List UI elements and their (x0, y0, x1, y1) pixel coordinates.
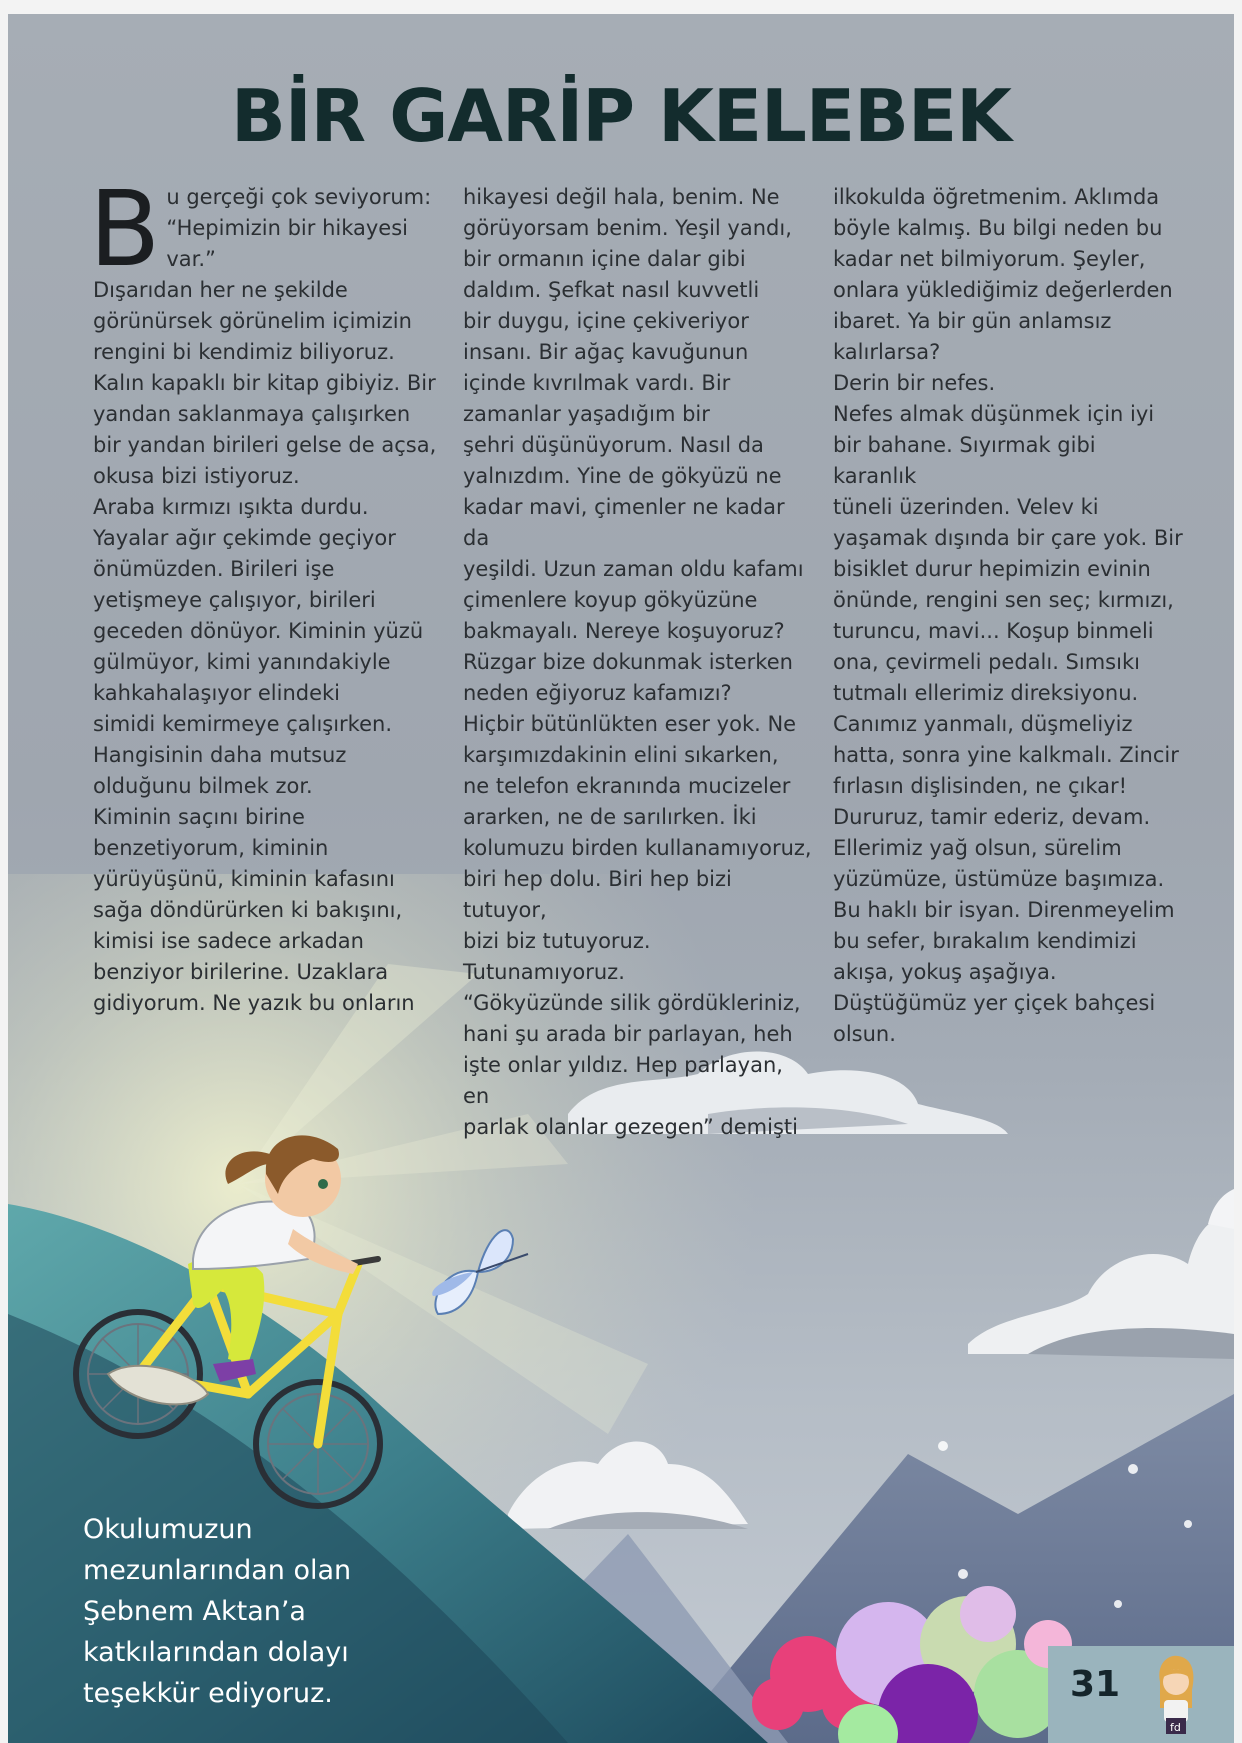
column-1-body: Dışarıdan her ne şekilde görünürsek görünelim içimizin rengini bi kendimiz biliyoruz. Kalın kapaklı bir kitap gibiyiz. Bir yandan saklanmaya çalışırken bir yandan birileri gelse de açsa, okusa bizi istiyoruz. Araba kırmızı ışıkta durdu. Yayalar ağır çekimde geçiyor önümüzden. Birileri işe yetişmeye çalışıyor, birileri geceden dönüyor. Kiminin yüzü gülmüyor, kimi yanındakiyle kahkahalaşıyor elindeki simidi kemirmeye çalışırken. Hangisinin daha mutsuz olduğunu bilmek zor. Kiminin saçını birine benzetiyorum, kiminin yürüyüşünü, kiminin kafasını sağa döndürürken ki bakışını, kimisi ise sadece arkadan benziyor birilerine. Uzaklara gidiyorum. Ne yazık bu onların (93, 278, 437, 1015)
text-column-3: ilkokulda öğretmenim. Aklımda böyle kalmış. Bu bilgi neden bu kadar net bilmiyorum. Şeyler, onlara yüklediğimiz değerlerden ibaret. Ya bir gün anlamsız kalırlarsa? Derin bir nefes. Nefes almak düşünmek için iyi bir bahane. Sıyırmak gibi karanlık tüneli üzerinden. Velev ki yaşamak dışında bir çare yok. Bir bisiklet durur hepimizin evinin önünde, rengini sen seç; kırmızı, turuncu, mavi... Koşup binmeli ona, çevirmeli pedalı. Sımsıkı tutmalı ellerimiz direksiyonu. Canımız yanmalı, düşmeliyiz hatta, sonra yine kalkmalı. Zincir fırlasın dişlisinden, ne çıkar! Dururuz, tamir ederiz, devam. Ellerimiz yağ olsun, sürelim yüzümüze, üstümüze başımıza. Bu haklı bir isyan. Direnmeyelim bu sefer, bırakalım kendimizi akışa, yokuş aşağıya. Düştüğümüz yer çiçek bahçesi olsun. (833, 185, 1183, 1046)
thanks-note: Okulumuzun mezunlarından olan Şebnem Aktan’a katkılarından dolayı teşekkür ediyoruz. (83, 1514, 352, 1709)
drop-cap: B (89, 168, 161, 290)
column-1-opening: u gerçeği çok seviyorum: “Hepimizin bir hikayesi var.” (166, 185, 432, 271)
page-number: 31 (1070, 1664, 1121, 1705)
page-number-box (1048, 1646, 1234, 1743)
girl-mascot-icon (1148, 1652, 1204, 1736)
text-column-1 (89, 168, 443, 1019)
article-title: BİR GARİP KELEBEK (231, 74, 1011, 158)
text-column-2: hikayesi değil hala, benim. Ne görüyorsam benim. Yeşil yandı, bir ormanın içine dalar gibi daldım. Şefkat nasıl kuvvetli bir duygu, içine çekiveriyor insanı. Bir ağaç kavuğunun içinde kıvrılmak vardı. Bir zamanlar yaşadığım bir şehri düşünüyorum. Nasıl da yalnızdım. Yine de gökyüzü ne kadar mavi, çimenler ne kadar da yeşildi. Uzun zaman oldu kafamı çimenlere koyup gökyüzüne bakmayalı. Nereye koşuyoruz? Rüzgar bize dokunmak isterken neden eğiyoruz kafamızı? Hiçbir bütünlükten eser yok. Ne karşımızdakinin elini sıkarken, ne telefon ekranında mucizeler ararken, ne de sarılırken. İki kolumuzu birden kullanamıyoruz, biri hep dolu. Biri hep bizi tutuyor, bizi biz tutuyoruz. Tutunamıyoruz. “Gökyüzünde silik gördükleriniz, hani şu arada bir parlayan, heh işte onlar yıldız. Hep parlayan, en parlak olanlar gezegen” demişti (463, 185, 812, 1139)
magazine-page (8, 14, 1234, 1743)
svg-text:fd: fd (1170, 1721, 1181, 1734)
